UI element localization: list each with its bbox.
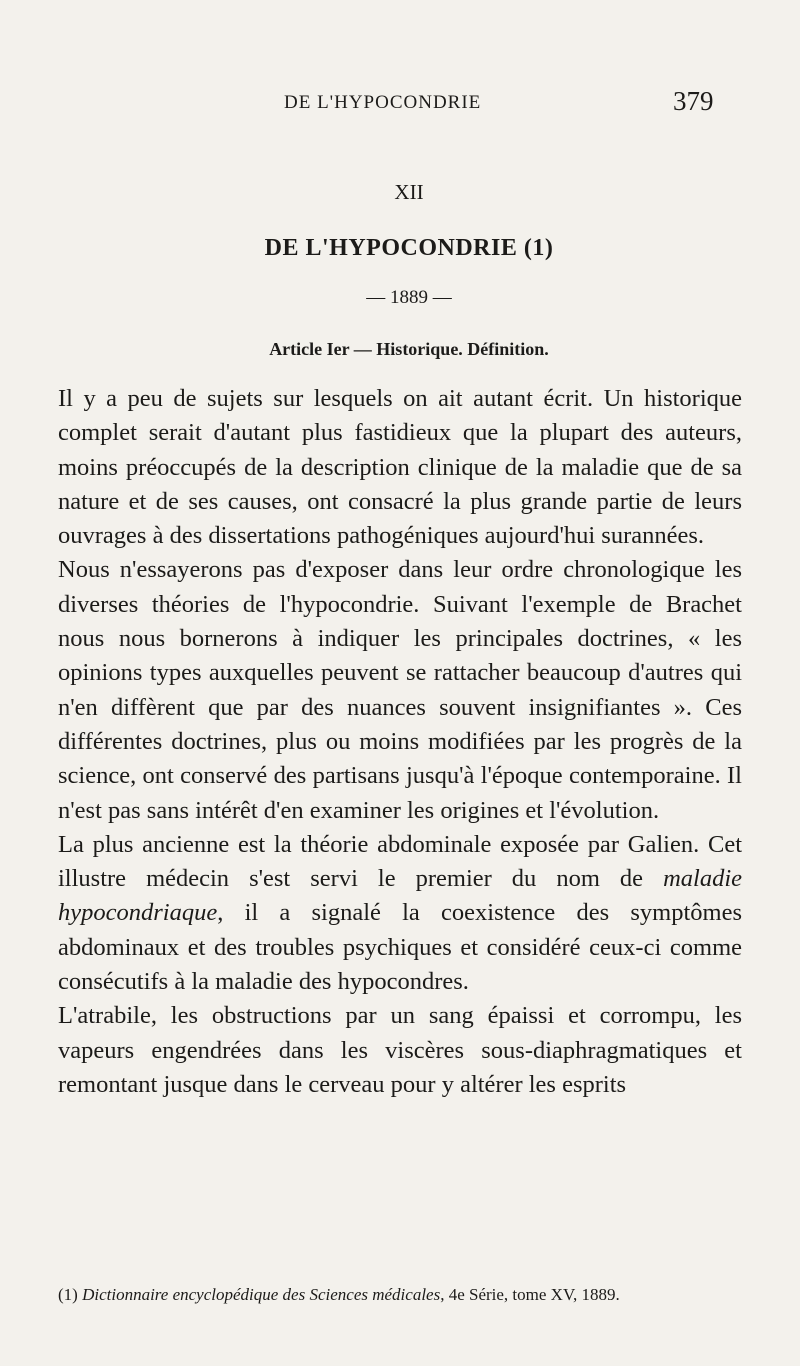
running-head — [0, 86, 800, 126]
paragraph — [58, 828, 742, 999]
chapter-title: DE L'HYPOCONDRIE (1) — [264, 235, 554, 261]
running-title: DE L'HYPOCONDRIE — [284, 92, 482, 113]
article-heading: Article Ier — Historique. Définition. — [269, 339, 549, 359]
body-text — [58, 382, 742, 1102]
footnote-marker: (1) — [58, 1285, 78, 1304]
footnote-title: Dictionnaire encyclopédique des Sciences médicales — [82, 1285, 441, 1304]
footnote — [58, 1284, 742, 1306]
page-number: 379 — [673, 86, 714, 116]
chapter-year: — 1889 — — [366, 287, 452, 308]
emphasis-text: maladie hypocondriaque — [58, 865, 742, 927]
paragraph-text: , il a signalé la coexistence des symptômes abdominaux et des troubles psychiques et considéré ceux-ci comme consécutifs à la maladie des hypocondres. — [58, 899, 742, 996]
paragraph: Nous n'essayerons pas d'exposer dans leur ordre chronologique les diverses théories de l'hypocondrie. Suivant l'exemple de Brachet nous nous bornerons à indiquer les principales doctrines, « les opinions types auxquelles peuvent se rattacher beaucoup d'autres qui n'en diffèrent que par des nuances souvent insignifiantes ». Ces différentes doctrines, plus ou moins modifiées par les progrès de la science, ont conservé des partisans jusqu'à l'époque contemporaine. Il n'est pas sans intérêt d'en examiner les origines et l'évolution. — [58, 556, 742, 824]
paragraph: L'atrabile, les obstructions par un sang épaissi et corrompu, les vapeurs engendrées dans les viscères sous-diaphragmatiques et remontant jusque dans le cerveau pour y altérer les esprits — [58, 1002, 742, 1098]
paragraph: Il y a peu de sujets sur lesquels on ait autant écrit. Un historique complet serait d'autant plus fastidieux que la plupart des auteurs, moins préoccupés de la description clinique de la maladie que de sa nature et de ses causes, ont consacré la plus grande partie de leurs ouvrages à des dissertations pathogéniques aujourd'hui surannées. — [58, 385, 742, 550]
chapter-number: XII — [394, 180, 424, 204]
paragraph-text: La plus ancienne est la théorie abdominale exposée par Galien. Cet illustre médecin s'est servi le premier du nom de — [58, 830, 742, 893]
footnote-details: , 4e Série, tome XV, 1889. — [440, 1285, 620, 1304]
